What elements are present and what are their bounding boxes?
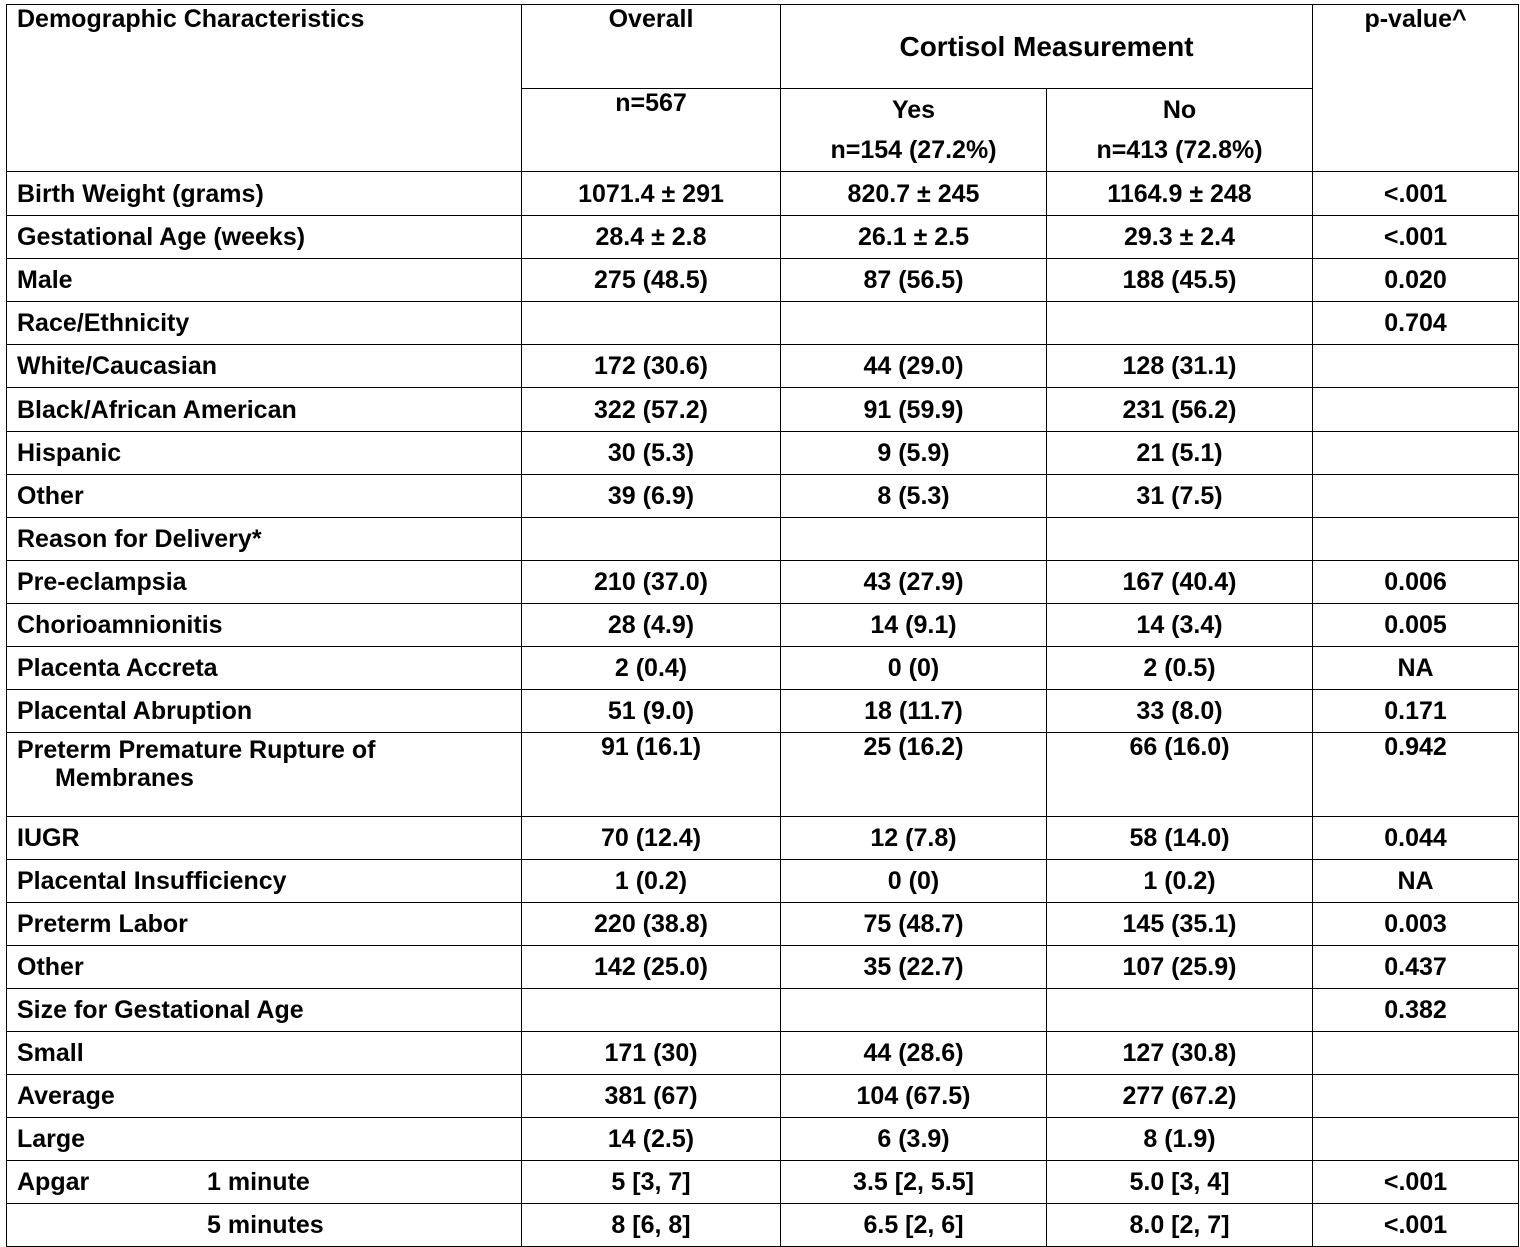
cell-no: 66 (16.0) (1047, 733, 1313, 817)
cell-yes: 18 (11.7) (781, 690, 1047, 733)
row-label: Small (7, 1032, 522, 1075)
table-row (7, 1161, 1519, 1204)
cell-overall: 381 (67) (522, 1075, 781, 1118)
row-label (7, 1204, 522, 1247)
apgar-sub-label: 1 minute (207, 1168, 310, 1196)
row-label: Placental Insufficiency (7, 860, 522, 903)
cell-yes: 6.5 [2, 6] (781, 1204, 1047, 1247)
cell-overall: 142 (25.0) (522, 946, 781, 989)
header-p-value: p-value^ (1313, 5, 1519, 172)
cell-p-value (1313, 388, 1519, 432)
cell-p-value: 0.942 (1313, 733, 1519, 817)
cell-p-value: 0.006 (1313, 561, 1519, 604)
cell-overall: 14 (2.5) (522, 1118, 781, 1161)
cell-no (1047, 518, 1313, 561)
row-label-line1: Preterm Premature Rupture of (17, 736, 376, 764)
cell-yes: 87 (56.5) (781, 259, 1047, 302)
cell-overall: 220 (38.8) (522, 903, 781, 946)
cell-overall: 1 (0.2) (522, 860, 781, 903)
header-no-label: No (1162, 96, 1197, 124)
cell-p-value (1313, 518, 1519, 561)
cell-p-value: <.001 (1313, 216, 1519, 259)
cell-p-value: 0.020 (1313, 259, 1519, 302)
row-label: Chorioamnionitis (7, 604, 522, 647)
cell-yes: 6 (3.9) (781, 1118, 1047, 1161)
cell-p-value (1313, 1075, 1519, 1118)
apgar-label: Apgar (17, 1168, 90, 1196)
cell-yes: 8 (5.3) (781, 475, 1047, 518)
cell-overall: 172 (30.6) (522, 345, 781, 388)
cell-p-value: 0.704 (1313, 302, 1519, 345)
row-label: Preterm Labor (7, 903, 522, 946)
cell-no: 29.3 ± 2.4 (1047, 216, 1313, 259)
cell-no: 31 (7.5) (1047, 475, 1313, 518)
cell-overall: 322 (57.2) (522, 388, 781, 432)
cell-overall: 2 (0.4) (522, 647, 781, 690)
cell-yes: 75 (48.7) (781, 903, 1047, 946)
cell-p-value (1313, 432, 1519, 475)
row-label: Hispanic (7, 432, 522, 475)
row-label: IUGR (7, 817, 522, 860)
table-row (7, 690, 1519, 733)
cell-yes: 25 (16.2) (781, 733, 1047, 817)
cell-p-value: <.001 (1313, 172, 1519, 216)
row-label: Other (7, 475, 522, 518)
cell-p-value: 0.437 (1313, 946, 1519, 989)
cell-overall: 1071.4 ± 291 (522, 172, 781, 216)
table-row (7, 302, 1519, 345)
cell-overall: 28.4 ± 2.8 (522, 216, 781, 259)
cell-no: 231 (56.2) (1047, 388, 1313, 432)
header-yes (781, 89, 1047, 172)
cell-p-value: 0.005 (1313, 604, 1519, 647)
cell-overall: 70 (12.4) (522, 817, 781, 860)
cell-yes: 14 (9.1) (781, 604, 1047, 647)
row-label: Placenta Accreta (7, 647, 522, 690)
cell-no: 1 (0.2) (1047, 860, 1313, 903)
table-row (7, 388, 1519, 432)
cell-p-value (1313, 1118, 1519, 1161)
cell-overall: 51 (9.0) (522, 690, 781, 733)
cell-overall (522, 302, 781, 345)
row-label: Gestational Age (weeks) (7, 216, 522, 259)
header-yes-n: n=154 (27.2%) (830, 136, 997, 164)
cell-yes: 9 (5.9) (781, 432, 1047, 475)
row-label: Other (7, 946, 522, 989)
table-row (7, 733, 1519, 817)
row-label: Birth Weight (grams) (7, 172, 522, 216)
apgar-sub-label: 5 minutes (207, 1211, 324, 1239)
table-row (7, 259, 1519, 302)
row-label: Male (7, 259, 522, 302)
cell-no: 167 (40.4) (1047, 561, 1313, 604)
table-row (7, 1032, 1519, 1075)
cell-p-value (1313, 475, 1519, 518)
cell-p-value: NA (1313, 860, 1519, 903)
cell-no: 58 (14.0) (1047, 817, 1313, 860)
table-row (7, 989, 1519, 1032)
cell-yes (781, 302, 1047, 345)
cell-overall: 5 [3, 7] (522, 1161, 781, 1204)
cell-p-value: 0.382 (1313, 989, 1519, 1032)
row-label: Large (7, 1118, 522, 1161)
cell-yes: 26.1 ± 2.5 (781, 216, 1047, 259)
cell-no: 277 (67.2) (1047, 1075, 1313, 1118)
cell-yes: 0 (0) (781, 860, 1047, 903)
table-row (7, 946, 1519, 989)
cell-no: 5.0 [3, 4] (1047, 1161, 1313, 1204)
cell-p-value: 0.003 (1313, 903, 1519, 946)
row-label: Size for Gestational Age (7, 989, 522, 1032)
header-cortisol-measurement: Cortisol Measurement (781, 5, 1313, 89)
header-no (1047, 89, 1313, 172)
row-label: Reason for Delivery* (7, 518, 522, 561)
cell-no: 33 (8.0) (1047, 690, 1313, 733)
row-label: Average (7, 1075, 522, 1118)
table-row (7, 1075, 1519, 1118)
cell-overall: 171 (30) (522, 1032, 781, 1075)
table-row (7, 817, 1519, 860)
cell-p-value (1313, 345, 1519, 388)
cell-yes: 12 (7.8) (781, 817, 1047, 860)
cell-overall: 28 (4.9) (522, 604, 781, 647)
header-overall: Overall (522, 5, 781, 89)
cell-overall (522, 989, 781, 1032)
row-label: Placental Abruption (7, 690, 522, 733)
table-row (7, 1118, 1519, 1161)
table-row (7, 172, 1519, 216)
cell-overall: 91 (16.1) (522, 733, 781, 817)
cell-overall (522, 518, 781, 561)
cell-p-value (1313, 1032, 1519, 1075)
table-row (7, 561, 1519, 604)
cell-yes: 43 (27.9) (781, 561, 1047, 604)
table-row (7, 345, 1519, 388)
cell-yes: 820.7 ± 245 (781, 172, 1047, 216)
row-label: Pre-eclampsia (7, 561, 522, 604)
cell-no: 8 (1.9) (1047, 1118, 1313, 1161)
cell-no (1047, 989, 1313, 1032)
table-row (7, 860, 1519, 903)
cell-yes: 44 (28.6) (781, 1032, 1047, 1075)
cell-yes: 44 (29.0) (781, 345, 1047, 388)
cell-overall: 39 (6.9) (522, 475, 781, 518)
cell-no: 127 (30.8) (1047, 1032, 1313, 1075)
cell-yes (781, 989, 1047, 1032)
cell-no: 8.0 [2, 7] (1047, 1204, 1313, 1247)
cell-p-value: NA (1313, 647, 1519, 690)
header-demographic-characteristics: Demographic Characteristics (7, 5, 522, 172)
cell-yes: 91 (59.9) (781, 388, 1047, 432)
header-no-n: n=413 (72.8%) (1096, 136, 1263, 164)
cell-overall: 210 (37.0) (522, 561, 781, 604)
table-row (7, 518, 1519, 561)
cell-p-value: <.001 (1313, 1161, 1519, 1204)
cell-yes (781, 518, 1047, 561)
cell-p-value: 0.171 (1313, 690, 1519, 733)
cell-overall: 30 (5.3) (522, 432, 781, 475)
row-label: Black/African American (7, 388, 522, 432)
table-row (7, 604, 1519, 647)
cell-no: 107 (25.9) (1047, 946, 1313, 989)
cell-no: 14 (3.4) (1047, 604, 1313, 647)
cell-yes: 35 (22.7) (781, 946, 1047, 989)
header-yes-label: Yes (891, 96, 936, 124)
cell-no (1047, 302, 1313, 345)
cell-no: 188 (45.5) (1047, 259, 1313, 302)
table-row (7, 475, 1519, 518)
cell-p-value: 0.044 (1313, 817, 1519, 860)
cell-no: 21 (5.1) (1047, 432, 1313, 475)
demographics-table (6, 4, 1519, 1247)
cell-overall: 8 [6, 8] (522, 1204, 781, 1247)
cell-yes: 0 (0) (781, 647, 1047, 690)
cell-no: 128 (31.1) (1047, 345, 1313, 388)
row-label: White/Caucasian (7, 345, 522, 388)
cell-p-value: <.001 (1313, 1204, 1519, 1247)
cell-yes: 104 (67.5) (781, 1075, 1047, 1118)
cell-yes: 3.5 [2, 5.5] (781, 1161, 1047, 1204)
cell-no: 145 (35.1) (1047, 903, 1313, 946)
table-row (7, 216, 1519, 259)
table-row (7, 432, 1519, 475)
cell-overall: 275 (48.5) (522, 259, 781, 302)
cell-no: 2 (0.5) (1047, 647, 1313, 690)
table-row (7, 1204, 1519, 1247)
header-overall-n: n=567 (522, 89, 781, 172)
row-label: Race/Ethnicity (7, 302, 522, 345)
cell-no: 1164.9 ± 248 (1047, 172, 1313, 216)
row-label (7, 1161, 522, 1204)
row-label (7, 733, 522, 817)
table-row (7, 903, 1519, 946)
table-row (7, 647, 1519, 690)
row-label-line2: Membranes (55, 764, 194, 792)
